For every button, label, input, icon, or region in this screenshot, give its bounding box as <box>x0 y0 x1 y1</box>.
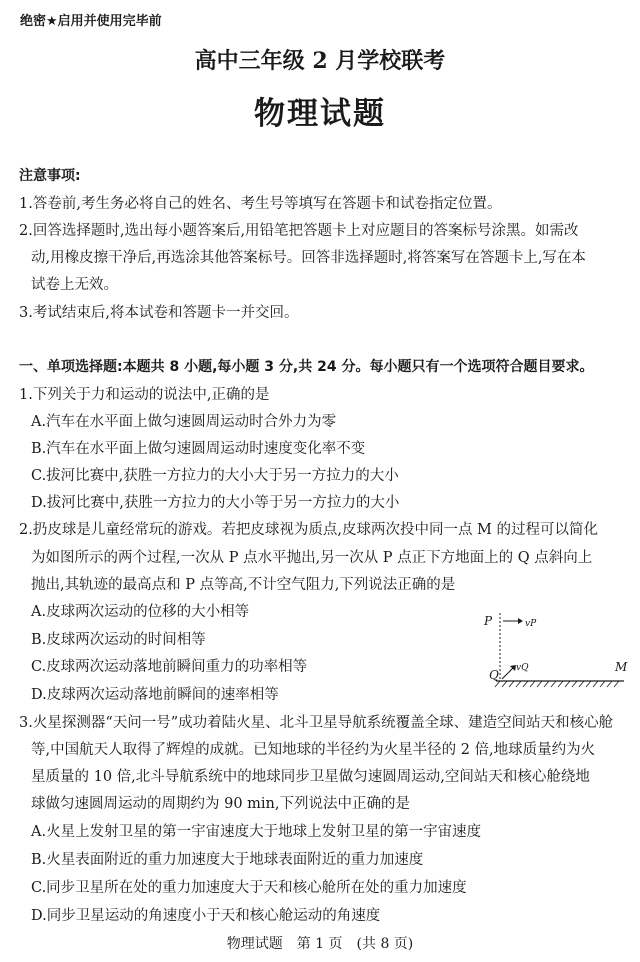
q2-option-b: B.皮球两次运动的时间相等 <box>31 632 206 648</box>
q1-option-c: C.拔河比赛中,获胜一方拉力的大小大于另一方拉力的大小 <box>31 468 399 484</box>
q2-figure <box>470 605 630 695</box>
notice-item-1: 1.答卷前,考生务必将自己的姓名、考生号等填写在答题卡和试卷指定位置。 <box>19 196 502 212</box>
q2-stem-line-2: 为如图所示的两个过程,一次从 P 点水平抛出,另一次从 P 点正下方地面上的 Q 点斜向上 <box>31 550 593 566</box>
figure-label-vp: vP <box>525 619 537 629</box>
q3-stem-line-4: 球做匀速圆周运动的周期约为 90 min,下列说法中正确的是 <box>31 796 411 812</box>
notice-item-2-line-2: 动,用橡皮擦干净后,再选涂其他答案标号。回答非选择题时,将答案写在答题卡上,写在本 <box>31 250 586 266</box>
figure-label-m: M <box>615 660 628 674</box>
q3-option-c: C.同步卫星所在处的重力加速度大于天和核心舱所在处的重力加速度 <box>31 880 467 896</box>
q1-stem: 1.下列关于力和运动的说法中,正确的是 <box>19 387 270 403</box>
notice-heading: 注意事项: <box>19 168 81 184</box>
subject-title: 物理试题 <box>254 96 386 132</box>
q2-stem-line-3: 抛出,其轨迹的最高点和 P 点等高,不计空气阻力,下列说法正确的是 <box>31 577 456 593</box>
q2-stem-line-1: 2.扔皮球是儿童经常玩的游戏。若把皮球视为质点,皮球两次投中同一点 M 的过程可以简化 <box>19 522 599 538</box>
q1-option-a: A.汽车在水平面上做匀速圆周运动时合外力为零 <box>31 414 337 430</box>
page-footer: 物理试题 第 1 页 (共 8 页) <box>226 936 414 952</box>
exam-title: 高中三年级 2 月学校联考 <box>194 48 446 74</box>
confidential-label: 绝密★启用并使用完毕前 <box>20 14 162 29</box>
q3-option-b: B.火星表面附近的重力加速度大于地球表面附近的重力加速度 <box>31 852 424 868</box>
figure-vq-arrow <box>502 668 513 679</box>
q3-stem-line-3: 星质量的 10 倍,北斗导航系统中的地球同步卫星做匀速圆周运动,空间站天和核心舱绕地 <box>31 769 590 785</box>
q3-stem-line-2: 等,中国航天人取得了辉煌的成就。已知地球的半径约为火星半径的 2 倍,地球质量约为火 <box>31 742 596 758</box>
notice-item-2-line-3: 试卷上无效。 <box>31 277 118 293</box>
figure-label-p: P <box>484 614 493 628</box>
figure-ground-hatch <box>495 681 619 687</box>
q3-option-a: A.火星上发射卫星的第一宇宙速度大于地球上发射卫星的第一宇宙速度 <box>31 824 482 840</box>
q2-option-c: C.皮球两次运动落地前瞬间重力的功率相等 <box>31 659 308 675</box>
notice-item-2-line-1: 2.回答选择题时,选出每小题答案后,用铅笔把答题卡上对应题目的答案标号涂黑。如需改 <box>19 223 579 239</box>
q2-option-d: D.皮球两次运动落地前瞬间的速率相等 <box>31 687 279 703</box>
figure-label-vq: vQ <box>516 663 529 673</box>
figure-label-q: Q <box>489 668 499 682</box>
section-1-heading: 一、单项选择题:本题共 8 小题,每小题 3 分,共 24 分。每小题只有一个选项符合题目要求。 <box>19 359 594 375</box>
notice-item-3: 3.考试结束后,将本试卷和答题卡一并交回。 <box>19 305 299 321</box>
q3-option-d: D.同步卫星运动的角速度小于天和核心舱运动的角速度 <box>31 908 381 924</box>
q1-option-d: D.拔河比赛中,获胜一方拉力的大小等于另一方拉力的大小 <box>31 495 400 511</box>
q1-option-b: B.汽车在水平面上做匀速圆周运动时速度变化率不变 <box>31 441 366 457</box>
q3-stem-line-1: 3.火星探测器“天问一号”成功着陆火星、北斗卫星导航系统覆盖全球、建造空间站天和核心舱 <box>19 715 614 731</box>
q2-option-a: A.皮球两次运动的位移的大小相等 <box>31 604 250 620</box>
